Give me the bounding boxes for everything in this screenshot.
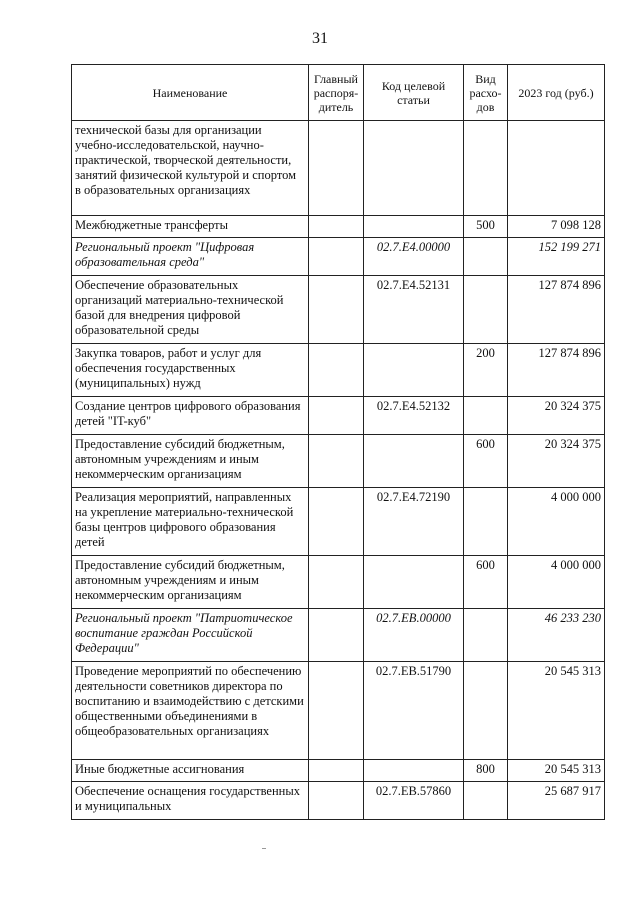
row-main	[309, 397, 364, 435]
row-kind: 800	[464, 760, 508, 782]
table-row	[72, 488, 605, 556]
row-name: Региональный проект "Патриотическое воспитание граждан Российской Федерации"	[72, 609, 309, 662]
row-kind: 600	[464, 435, 508, 488]
row-name: Проведение мероприятий по обеспечению деятельности советников директора по воспитанию и взаимодействию с детскими общественными объединениями в общеобразовательных организациях	[72, 662, 309, 760]
row-kind	[464, 488, 508, 556]
row-amount: 127 874 896	[508, 276, 605, 344]
header-target-code: Код целевой статьи	[364, 65, 464, 121]
row-code: 02.7.ЕВ.00000	[364, 609, 464, 662]
row-main	[309, 760, 364, 782]
budget-table	[71, 64, 605, 820]
table-header-row	[72, 65, 605, 121]
row-main	[309, 238, 364, 276]
row-amount: 25 687 917	[508, 782, 605, 820]
table-row	[72, 556, 605, 609]
row-kind: 200	[464, 344, 508, 397]
row-kind	[464, 397, 508, 435]
row-code	[364, 216, 464, 238]
table-row	[72, 276, 605, 344]
row-kind	[464, 782, 508, 820]
row-main	[309, 344, 364, 397]
row-code: 02.7.Е4.52131	[364, 276, 464, 344]
row-code	[364, 760, 464, 782]
page-number: 31	[312, 30, 328, 47]
table-row	[72, 397, 605, 435]
row-name: Обеспечение оснащения государственных и муниципальных	[72, 782, 309, 820]
row-amount: 127 874 896	[508, 344, 605, 397]
row-code	[364, 121, 464, 216]
row-main	[309, 609, 364, 662]
row-code: 02.7.Е4.00000	[364, 238, 464, 276]
row-amount: 4 000 000	[508, 556, 605, 609]
header-amount-2023: 2023 год (руб.)	[508, 65, 605, 121]
row-main	[309, 556, 364, 609]
row-main	[309, 488, 364, 556]
row-amount: 20 545 313	[508, 760, 605, 782]
row-name: Предоставление субсидий бюджетным, автономным учреждениям и иным некоммерческим организациям	[72, 556, 309, 609]
row-kind	[464, 238, 508, 276]
table-row	[72, 344, 605, 397]
table-row	[72, 238, 605, 276]
row-name: Закупка товаров, работ и услуг для обеспечения государственных (муниципальных) нужд	[72, 344, 309, 397]
row-code	[364, 556, 464, 609]
row-name: Иные бюджетные ассигнования	[72, 760, 309, 782]
row-code: 02.7.Е4.72190	[364, 488, 464, 556]
row-code: 02.7.ЕВ.57860	[364, 782, 464, 820]
row-kind: 500	[464, 216, 508, 238]
header-main-manager: Главный распоря-дитель	[309, 65, 364, 121]
row-code: 02.7.ЕВ.51790	[364, 662, 464, 760]
table-row	[72, 609, 605, 662]
row-code	[364, 435, 464, 488]
row-kind	[464, 609, 508, 662]
row-name: Реализация мероприятий, направленных на укрепление материально-технической базы центров цифрового образования детей	[72, 488, 309, 556]
row-main	[309, 782, 364, 820]
row-code	[364, 344, 464, 397]
row-kind	[464, 121, 508, 216]
row-main	[309, 276, 364, 344]
row-kind: 600	[464, 556, 508, 609]
row-name: Предоставление субсидий бюджетным, автономным учреждениям и иным некоммерческим организациям	[72, 435, 309, 488]
row-main	[309, 121, 364, 216]
row-main	[309, 435, 364, 488]
row-main	[309, 216, 364, 238]
scan-mark	[262, 848, 266, 849]
row-main	[309, 662, 364, 760]
header-expense-kind: Вид расхо-дов	[464, 65, 508, 121]
header-name: Наименование	[72, 65, 309, 121]
row-amount	[508, 121, 605, 216]
row-kind	[464, 662, 508, 760]
row-name: Региональный проект "Цифровая образовательная среда"	[72, 238, 309, 276]
row-amount: 20 545 313	[508, 662, 605, 760]
table-row	[72, 121, 605, 216]
row-amount: 46 233 230	[508, 609, 605, 662]
table-body	[72, 121, 605, 820]
table-row	[72, 216, 605, 238]
row-name: Обеспечение образовательных организаций материально-технической базой для внедрения цифровой образовательной среды	[72, 276, 309, 344]
row-name: технической базы для организации учебно-исследовательской, научно-практической, творческой деятельности, занятий физической культурой и спортом в образовательных организациях	[72, 121, 309, 216]
table-row	[72, 760, 605, 782]
row-kind	[464, 276, 508, 344]
row-amount: 20 324 375	[508, 435, 605, 488]
row-amount: 4 000 000	[508, 488, 605, 556]
row-amount: 7 098 128	[508, 216, 605, 238]
row-name: Создание центров цифрового образования детей "IT-куб"	[72, 397, 309, 435]
row-amount: 152 199 271	[508, 238, 605, 276]
table-row	[72, 662, 605, 760]
row-code: 02.7.Е4.52132	[364, 397, 464, 435]
table-row	[72, 782, 605, 820]
row-amount: 20 324 375	[508, 397, 605, 435]
row-name: Межбюджетные трансферты	[72, 216, 309, 238]
table-row	[72, 435, 605, 488]
